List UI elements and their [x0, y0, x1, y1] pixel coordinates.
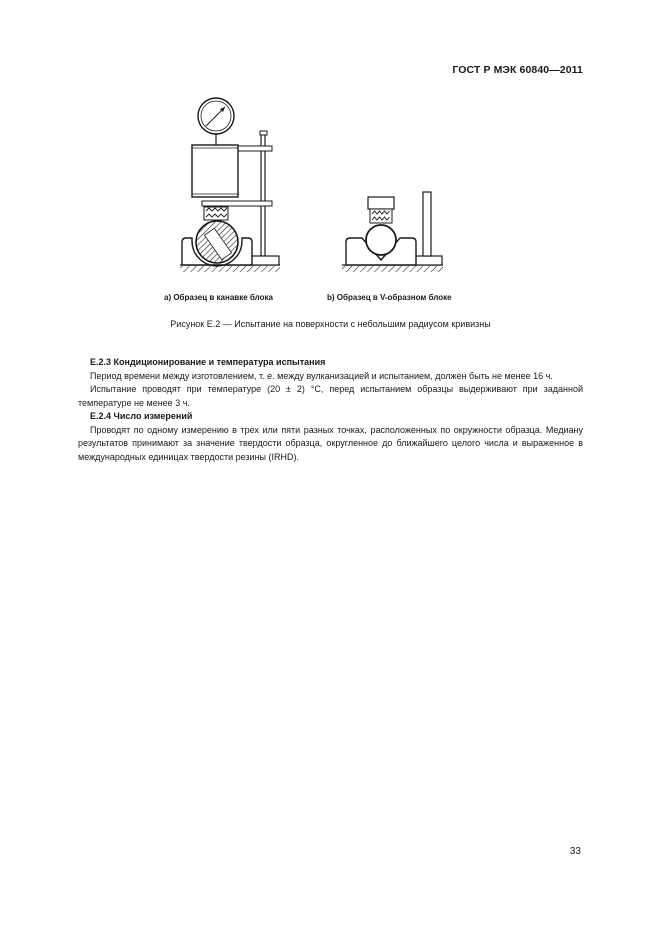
- section-heading-e24: Е.2.4 Число измерений: [90, 411, 193, 421]
- figure-sublabel-b: b) Образец в V-образном блоке: [327, 293, 452, 302]
- page-number: 33: [569, 846, 581, 857]
- section-heading-e23: Е.2.3 Кондиционирование и температура испытания: [90, 357, 326, 367]
- diagram-b-v-block: [342, 192, 443, 272]
- paragraph-e24-1: Проводят по одному измерению в трех или пяти разных точках, расположенных по окружности образца. Медиану результатов принимают за значение твердости образца, округленное до ближайшего целого числа и выраженное в международных единицах твердости резины (IRHD).: [78, 424, 583, 462]
- figure-caption: Рисунок Е.2 — Испытание на поверхности с небольшим радиусом кривизны: [170, 319, 491, 329]
- paragraph-e23-2: Испытание проводят при температуре (20 ± 2) °С, перед испытанием образцы выдерживают при заданной температуре не менее 3 ч.: [78, 384, 583, 408]
- document-header: ГОСТ Р МЭК 60840—2011: [452, 64, 583, 76]
- figure-sublabel-a: a) Образец в канавке блока: [164, 293, 273, 302]
- body-text: [78, 356, 583, 464]
- diagram-a-groove-block: [180, 98, 280, 272]
- figure-e2-drawing: [160, 90, 480, 280]
- paragraph-e23-1: Период времени между изготовлением, т. е. между вулканизацией и испытанием, должен быть не менее 16 ч.: [90, 370, 553, 381]
